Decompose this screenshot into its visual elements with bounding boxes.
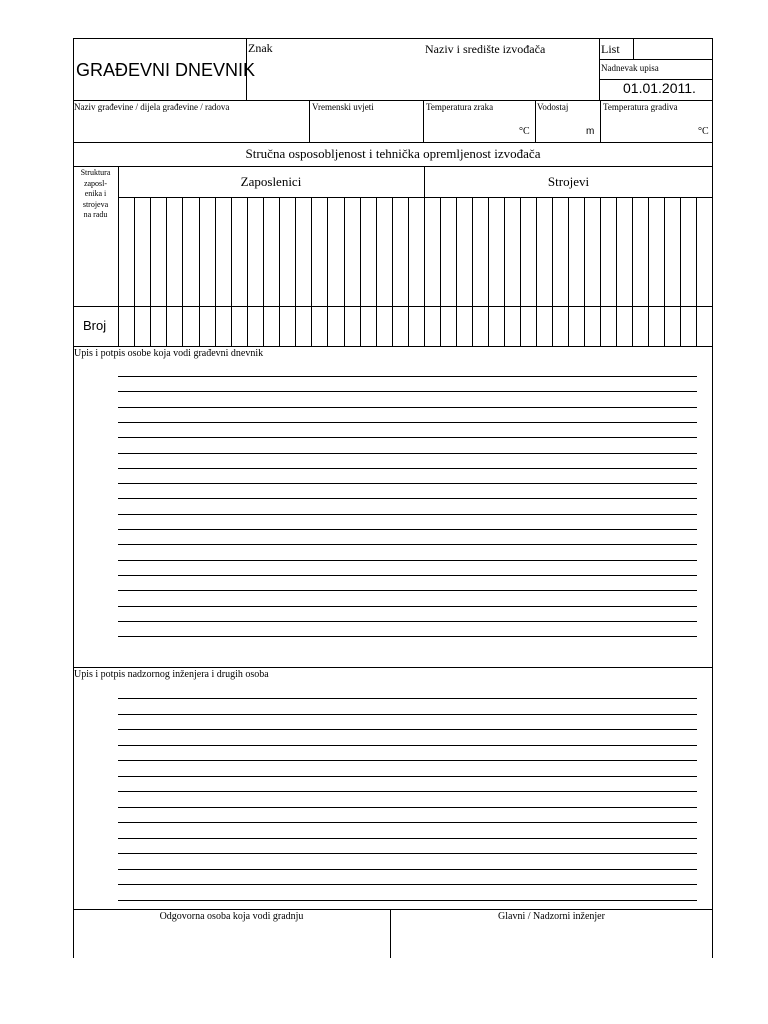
header-divider [599,59,713,60]
strojevi-column-line [520,197,521,346]
strojevi-column-line [600,197,601,346]
log1-writing-line[interactable] [118,590,697,591]
zaposlenici-column-line [215,197,216,346]
log2-writing-line[interactable] [118,853,697,854]
zaposlenici-label: Zaposlenici [240,174,302,189]
zaposlenici-column-line [279,197,280,346]
strojevi-column-line [664,197,665,346]
log1-writing-line[interactable] [118,453,697,454]
log1-writing-line[interactable] [118,560,697,561]
log1-writing-line[interactable] [118,514,697,515]
footer-top [73,909,713,910]
log1-writing-line[interactable] [118,422,697,423]
log1-writing-line[interactable] [118,636,697,637]
log1-writing-line[interactable] [118,575,697,576]
strojevi-column-line [680,197,681,346]
strojevi-column-line [536,197,537,346]
entry-date: 01.01.2011. [623,80,696,96]
zaposlenici-column-line [231,197,232,346]
form-top-border [73,38,713,39]
temp-gradiva-unit: °C [698,126,709,137]
structure-row-label [73,168,118,221]
gradevina-label: Naziv građevine / dijela građevine / radova [74,102,230,112]
strojevi-column-line [632,197,633,346]
nadnevak-label: Nadnevak upisa [601,63,659,73]
log2-writing-line[interactable] [118,776,697,777]
construction-diary-form [73,38,713,958]
header-divider [633,38,634,59]
log1-writing-line[interactable] [118,544,697,545]
responsible-person-label: Odgovorna osoba koja vodi gradnju [159,911,304,922]
zaposlenici-column-line [150,197,151,346]
log1-writing-line[interactable] [118,621,697,622]
log2-writing-line[interactable] [118,698,697,699]
zaposlenici-column-line [295,197,296,346]
log2-writing-line[interactable] [118,714,697,715]
structure-row-label-line: strojeva [82,199,109,209]
zaposlenici-column-line [311,197,312,346]
log2-writing-line[interactable] [118,900,697,901]
header-divider [599,38,600,100]
log2-writing-line[interactable] [118,869,697,870]
log1-writing-line[interactable] [118,407,697,408]
strojevi-column-line [504,197,505,346]
log1-writing-line[interactable] [118,376,697,377]
structure-table-top [73,166,713,167]
strojevi-column-line [568,197,569,346]
structure-row-label-line: Struktura [80,168,111,177]
log2-writing-line[interactable] [118,791,697,792]
log1-writing-line[interactable] [118,483,697,484]
zaposlenici-column-line [247,197,248,346]
strojevi-column-line [552,197,553,346]
zaposlenici-column-line [392,197,393,346]
section-title: Stručna osposobljenost i tehnička opremljenost izvođača [245,146,541,161]
supervising-engineer-label: Glavni / Nadzorni inženjer [498,911,605,922]
broj-row-top [73,306,713,307]
broj-label: Broj [83,318,107,333]
log1-writing-line[interactable] [118,529,697,530]
info-divider [423,100,424,142]
log2-writing-line[interactable] [118,807,697,808]
log1-top [73,346,713,347]
log2-writing-line[interactable] [118,760,697,761]
zaposlenici-column-line [199,197,200,346]
zaposlenici-column-line [344,197,345,346]
log1-writing-line[interactable] [118,468,697,469]
structure-row-label-line: na radu [83,210,108,219]
log2-top [73,667,713,668]
strojevi-column-line [488,197,489,346]
structure-label-divider [118,166,119,346]
zaposlenici-column-line [182,197,183,346]
temp-zraka-unit: °C [519,126,530,137]
log2-writing-line[interactable] [118,822,697,823]
zaposlenici-column-line [376,197,377,346]
info-divider [535,100,536,142]
temp-gradiva-label: Temperatura gradiva [603,102,678,112]
vodostaj-label: Vodostaj [537,102,569,112]
zaposlenici-column-line [166,197,167,346]
strojevi-column-line [472,197,473,346]
strojevi-column-line [584,197,585,346]
strojevi-column-line [616,197,617,346]
structure-row-label-line: enika i [84,189,107,198]
vremenski-label: Vremenski uvjeti [312,102,374,112]
zaposlenici-column-line [327,197,328,346]
section-title-top [73,142,713,143]
znak-label: Znak [248,41,273,55]
temp-zraka-label: Temperatura zraka [426,102,494,112]
zaposlenici-column-line [408,197,409,346]
zaposlenici-column-line [263,197,264,346]
log2-writing-line[interactable] [118,745,697,746]
zaposlenici-column-line [134,197,135,346]
log1-writing-line[interactable] [118,437,697,438]
strojevi-label: Strojevi [547,174,590,189]
strojevi-column-line [440,197,441,346]
strojevi-column-line [456,197,457,346]
log2-writing-line[interactable] [118,884,697,885]
strojevi-column-line [696,197,697,346]
log1-label: Upis i potpis osobe koja vodi građevni dnevnik [74,348,264,359]
zaposlenici-column-line [360,197,361,346]
info-divider [309,100,310,142]
structure-group-divider [424,166,425,346]
log2-writing-line[interactable] [118,838,697,839]
info-row-top [73,100,713,101]
log1-writing-line[interactable] [118,498,697,499]
izvodac-label: Naziv i središte izvođača [425,42,546,56]
log2-label: Upis i potpis nadzornog inženjera i drugih osoba [74,669,269,680]
list-label: List [601,42,620,56]
log1-writing-line[interactable] [118,606,697,607]
vodostaj-unit: m [586,126,595,137]
structure-row-label-line: zaposl- [83,178,108,188]
log1-writing-line[interactable] [118,391,697,392]
info-divider [600,100,601,142]
diary-title: GRAĐEVNI DNEVNIK [76,60,256,80]
structure-header-bottom [118,197,713,198]
log2-writing-line[interactable] [118,729,697,730]
strojevi-column-line [648,197,649,346]
